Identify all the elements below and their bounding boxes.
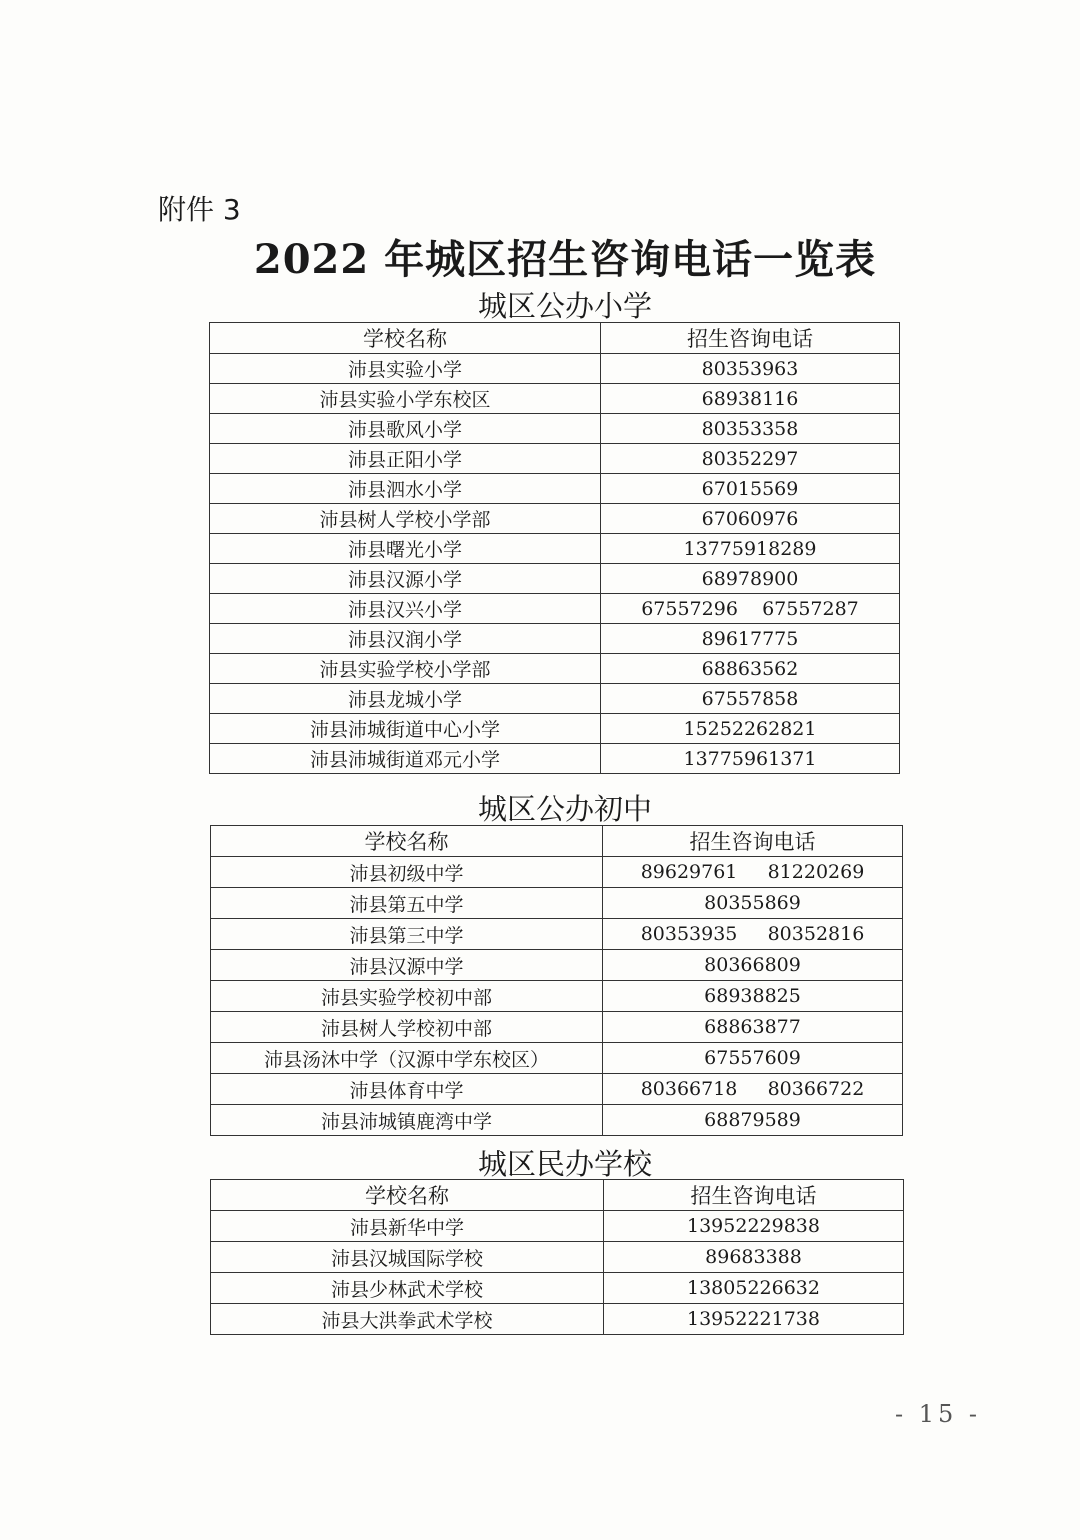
table-row: [211, 1074, 903, 1105]
table-row: [210, 594, 900, 624]
table-row: [210, 384, 900, 414]
table-row: [210, 744, 900, 774]
phone-cell: 67060976: [601, 504, 900, 534]
phone-cell: 67015569: [601, 474, 900, 504]
table-row: [210, 414, 900, 444]
phone-cell: 13775961371: [601, 744, 900, 774]
page-number: - 15 -: [895, 1400, 982, 1428]
section-title-private: 城区民办学校: [477, 1147, 652, 1181]
phone-cell: 67557296 67557287: [601, 594, 900, 624]
header-school-name: 学校名称: [211, 826, 603, 857]
phone-cell: 13952221738: [604, 1304, 904, 1335]
phone-cell: 89683388: [604, 1242, 904, 1273]
phone-cell: 80353358: [601, 414, 900, 444]
school-name-cell: 沛县汉润小学: [210, 624, 601, 654]
phone-cell: 80355869: [603, 888, 903, 919]
phone-cell: 68978900: [601, 564, 900, 594]
section-title-primary: 城区公办小学: [477, 289, 652, 323]
school-name-cell: 沛县汤沐中学（汉源中学东校区）: [211, 1043, 603, 1074]
table-header-row: [210, 323, 900, 354]
table-row: [211, 888, 903, 919]
table-row: [210, 534, 900, 564]
phone-cell: 67557609: [603, 1043, 903, 1074]
school-name-cell: 沛县初级中学: [211, 857, 603, 888]
header-phone: 招生咨询电话: [604, 1180, 904, 1211]
table-row: [210, 684, 900, 714]
school-name-cell: 沛县汉兴小学: [210, 594, 601, 624]
school-name-cell: 沛县体育中学: [211, 1074, 603, 1105]
attachment-label: 附件 3: [158, 193, 241, 226]
school-name-cell: 沛县沛城街道邓元小学: [210, 744, 601, 774]
school-name-cell: 沛县泗水小学: [210, 474, 601, 504]
school-name-cell: 沛县汉源小学: [210, 564, 601, 594]
table-row: [210, 504, 900, 534]
header-phone: 招生咨询电话: [601, 323, 900, 354]
school-name-cell: 沛县树人学校小学部: [210, 504, 601, 534]
school-name-cell: 沛县树人学校初中部: [211, 1012, 603, 1043]
phone-cell: 67557858: [601, 684, 900, 714]
table-row: [211, 981, 903, 1012]
phone-cell: 80366718 80366722: [603, 1074, 903, 1105]
table-row: [211, 1043, 903, 1074]
private-school-table: [210, 1179, 904, 1335]
table-header-row: [211, 1180, 904, 1211]
school-name-cell: 沛县汉源中学: [211, 950, 603, 981]
phone-cell: 13952229838: [604, 1211, 904, 1242]
school-name-cell: 沛县汉城国际学校: [211, 1242, 604, 1273]
school-name-cell: 沛县新华中学: [211, 1211, 604, 1242]
phone-cell: 15252262821: [601, 714, 900, 744]
phone-cell: 80353963: [601, 354, 900, 384]
header-school-name: 学校名称: [211, 1180, 604, 1211]
table-row: [210, 624, 900, 654]
table-row: [211, 857, 903, 888]
table-row: [210, 474, 900, 504]
table-row: [211, 1211, 904, 1242]
table-row: [210, 444, 900, 474]
school-name-cell: 沛县实验小学东校区: [210, 384, 601, 414]
section-title-middle: 城区公办初中: [477, 792, 652, 826]
phone-cell: 13805226632: [604, 1273, 904, 1304]
table-row: [210, 354, 900, 384]
school-name-cell: 沛县实验学校小学部: [210, 654, 601, 684]
school-name-cell: 沛县少林武术学校: [211, 1273, 604, 1304]
phone-cell: 13775918289: [601, 534, 900, 564]
school-name-cell: 沛县实验学校初中部: [211, 981, 603, 1012]
table-row: [211, 1105, 903, 1136]
phone-cell: 68938825: [603, 981, 903, 1012]
header-phone: 招生咨询电话: [603, 826, 903, 857]
table-row: [211, 1304, 904, 1335]
table-row: [210, 654, 900, 684]
school-name-cell: 沛县正阳小学: [210, 444, 601, 474]
phone-cell: 68938116: [601, 384, 900, 414]
school-name-cell: 沛县歌风小学: [210, 414, 601, 444]
table-row: [211, 1273, 904, 1304]
phone-cell: 89629761 81220269: [603, 857, 903, 888]
phone-cell: 80353935 80352816: [603, 919, 903, 950]
school-name-cell: 沛县实验小学: [210, 354, 601, 384]
header-school-name: 学校名称: [210, 323, 601, 354]
table-row: [211, 1012, 903, 1043]
school-name-cell: 沛县沛城镇鹿湾中学: [211, 1105, 603, 1136]
document-title: 2022 年城区招生咨询电话一览表: [253, 236, 877, 283]
table-row: [211, 950, 903, 981]
phone-cell: 68879589: [603, 1105, 903, 1136]
table-header-row: [211, 826, 903, 857]
school-name-cell: 沛县第五中学: [211, 888, 603, 919]
table-row: [210, 714, 900, 744]
table-row: [211, 919, 903, 950]
phone-cell: 80366809: [603, 950, 903, 981]
table-row: [211, 1242, 904, 1273]
primary-school-table: [209, 322, 900, 774]
school-name-cell: 沛县大洪拳武术学校: [211, 1304, 604, 1335]
phone-cell: 80352297: [601, 444, 900, 474]
school-name-cell: 沛县第三中学: [211, 919, 603, 950]
middle-school-table: [210, 825, 903, 1136]
school-name-cell: 沛县龙城小学: [210, 684, 601, 714]
phone-cell: 68863877: [603, 1012, 903, 1043]
school-name-cell: 沛县沛城街道中心小学: [210, 714, 601, 744]
phone-cell: 68863562: [601, 654, 900, 684]
school-name-cell: 沛县曙光小学: [210, 534, 601, 564]
table-row: [210, 564, 900, 594]
phone-cell: 89617775: [601, 624, 900, 654]
